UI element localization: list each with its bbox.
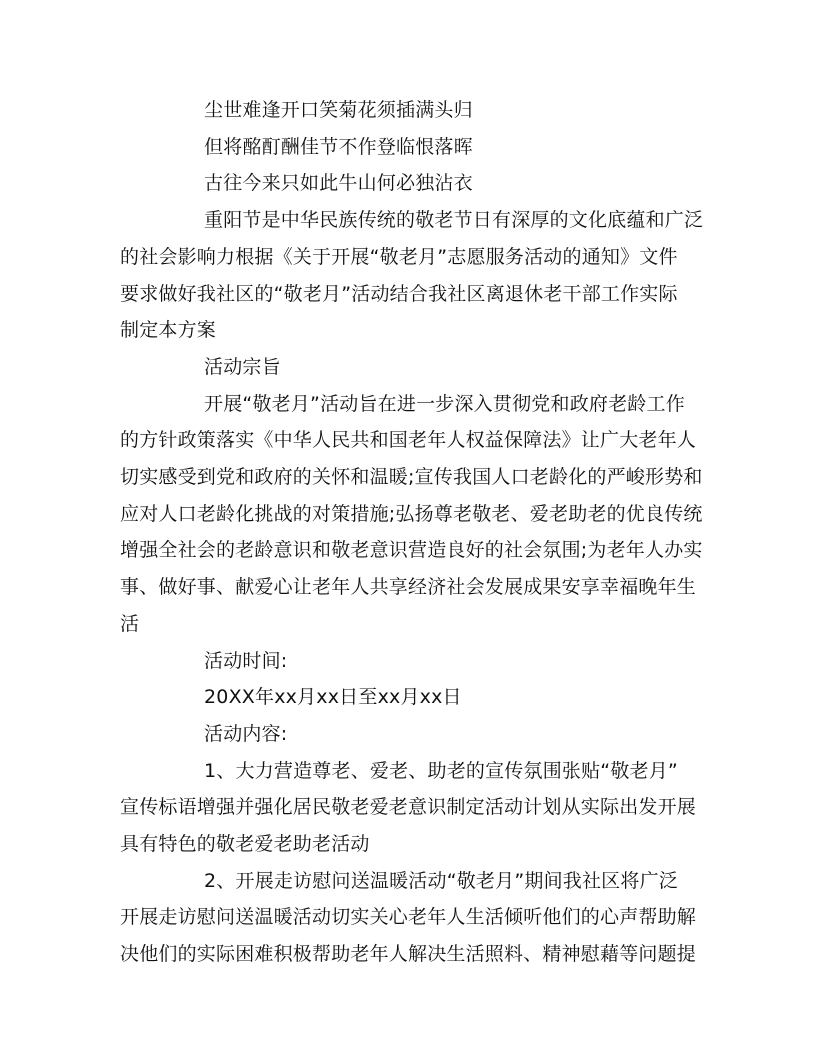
poem bbox=[120, 92, 692, 202]
content-heading: 活动内容: bbox=[204, 722, 288, 745]
text-line: 活 bbox=[120, 612, 140, 635]
text-line: 增强全社会的老龄意识和敬老意识营造良好的社会氛围;为老年人办实 bbox=[120, 539, 703, 562]
poem-line: 尘世难逢开口笑菊花须插满头归 bbox=[204, 99, 473, 121]
text-line: 切实感受到党和政府的关怀和温暖;宣传我国人口老龄化的严峻形势和 bbox=[120, 466, 703, 489]
purpose-heading: 活动宗旨 bbox=[204, 355, 281, 378]
text-line: 决他们的实际困难积极帮助老年人解决生活照料、精神慰藉等问题提 bbox=[120, 943, 697, 966]
text-line: 要求做好我社区的“敬老月”活动结合我社区离退休老干部工作实际 bbox=[120, 282, 678, 305]
text-line: 的方针政策落实《中华人民共和国老年人权益保障法》让广大老年人 bbox=[120, 429, 697, 452]
text-line: 开展走访慰问送温暖活动切实关心老年人生活倾听他们的心声帮助解 bbox=[120, 906, 697, 929]
intro-paragraph bbox=[120, 202, 704, 349]
text-line: 开展“敬老月”活动旨在进一步深入贯彻党和政府老龄工作 bbox=[204, 392, 685, 415]
purpose-paragraph bbox=[120, 386, 703, 643]
text-line: 事、做好事、献爱心让老年人共享经济社会发展成果安享幸福晚年生 bbox=[120, 576, 697, 599]
text-line: 宣传标语增强并强化居民敬老爱老意识制定活动计划从实际出发开展 bbox=[120, 796, 697, 819]
content-item-1 bbox=[120, 753, 697, 863]
time-value: 20XX年xx月xx日至xx月xx日 bbox=[204, 686, 462, 709]
poem-line: 古往今来只如此牛山何必独沾衣 bbox=[204, 172, 473, 195]
text-line: 应对人口老龄化挑战的对策措施;弘扬尊老敬老、爱老助老的优良传统 bbox=[120, 502, 703, 525]
text-line: 制定本方案 bbox=[120, 319, 217, 342]
text-line: 2、开展走访慰问送温暖活动“敬老月”期间我社区将广泛 bbox=[204, 869, 678, 892]
poem-line: 但将酩酊酬佳节不作登临恨落晖 bbox=[204, 135, 473, 158]
content-item-2 bbox=[120, 863, 697, 973]
text-line: 具有特色的敬老爱老助老活动 bbox=[120, 833, 370, 856]
text-line: 重阳节是中华民族传统的敬老节日有深厚的文化底蕴和广泛 bbox=[204, 209, 704, 232]
time-heading: 活动时间: bbox=[204, 649, 288, 672]
text-line: 的社会影响力根据《关于开展“敬老月”志愿服务活动的通知》文件 bbox=[120, 245, 678, 268]
text-line: 1、大力营造尊老、爱老、助老的宣传氛围张贴“敬老月” bbox=[204, 759, 678, 782]
document-body bbox=[120, 92, 704, 973]
